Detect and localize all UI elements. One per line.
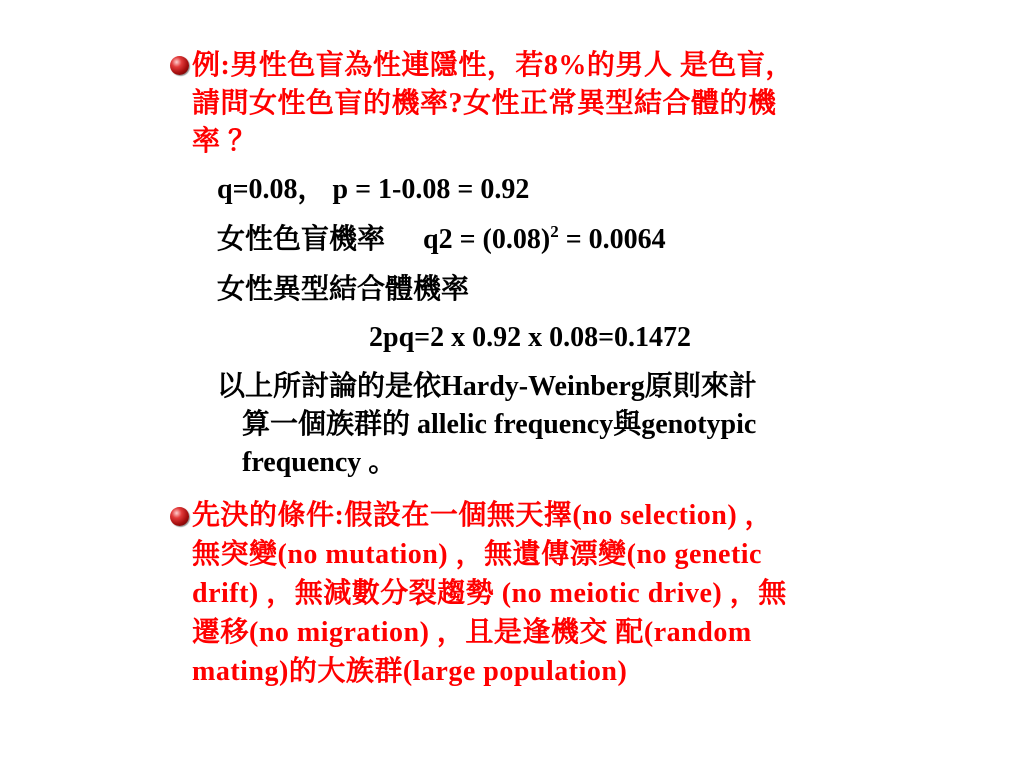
calc-line-heterozygote-formula: 2pq=2 x 0.92 x 0.08=0.1472: [369, 322, 692, 353]
bullet-ball-icon: [170, 56, 189, 75]
calc-line-female-colorblind: [217, 222, 666, 255]
note-line-2: 算一個族群的 allelic frequency與genotypic: [242, 409, 757, 440]
female-colorblind-result: = 0.0064: [558, 224, 666, 255]
note-line-1: 以上所討論的是依Hardy-Weinberg原則來計: [217, 371, 757, 402]
calc-line-heterozygote-label: 女性異型結合體機率: [217, 274, 470, 305]
note-line-3: frequency 。: [242, 447, 397, 478]
question-line-1: 例:男性色盲為性連隱性，若8%的男人 是色盲，: [192, 50, 794, 81]
female-colorblind-label: 女性色盲機率: [217, 224, 386, 255]
calc-line-q-p: q=0.08， p = 1-0.08 = 0.92: [217, 174, 530, 205]
exponent: 2: [550, 222, 559, 241]
assumption-line-1: 先決的條件:假設在一個無天擇(no selection) ，: [192, 500, 774, 531]
assumption-line-2: 無突變(no mutation) ，無遺傳漂變(no genetic: [192, 539, 762, 570]
assumption-line-3: drift) ，無減數分裂趨勢 (no meiotic drive) ，無: [192, 578, 787, 609]
question-line-3: 率 ？: [192, 126, 257, 157]
assumption-line-4: 遷移(no migration) ，且是逢機交 配(random: [192, 617, 752, 648]
bullet-ball-icon: [170, 507, 189, 526]
female-colorblind-expr: q2 = (0.08): [423, 224, 551, 255]
question-line-2: 請問女性色盲的機率?女性正常異型結合體的機: [192, 88, 777, 119]
assumption-line-5: mating)的大族群(large population): [192, 656, 628, 687]
